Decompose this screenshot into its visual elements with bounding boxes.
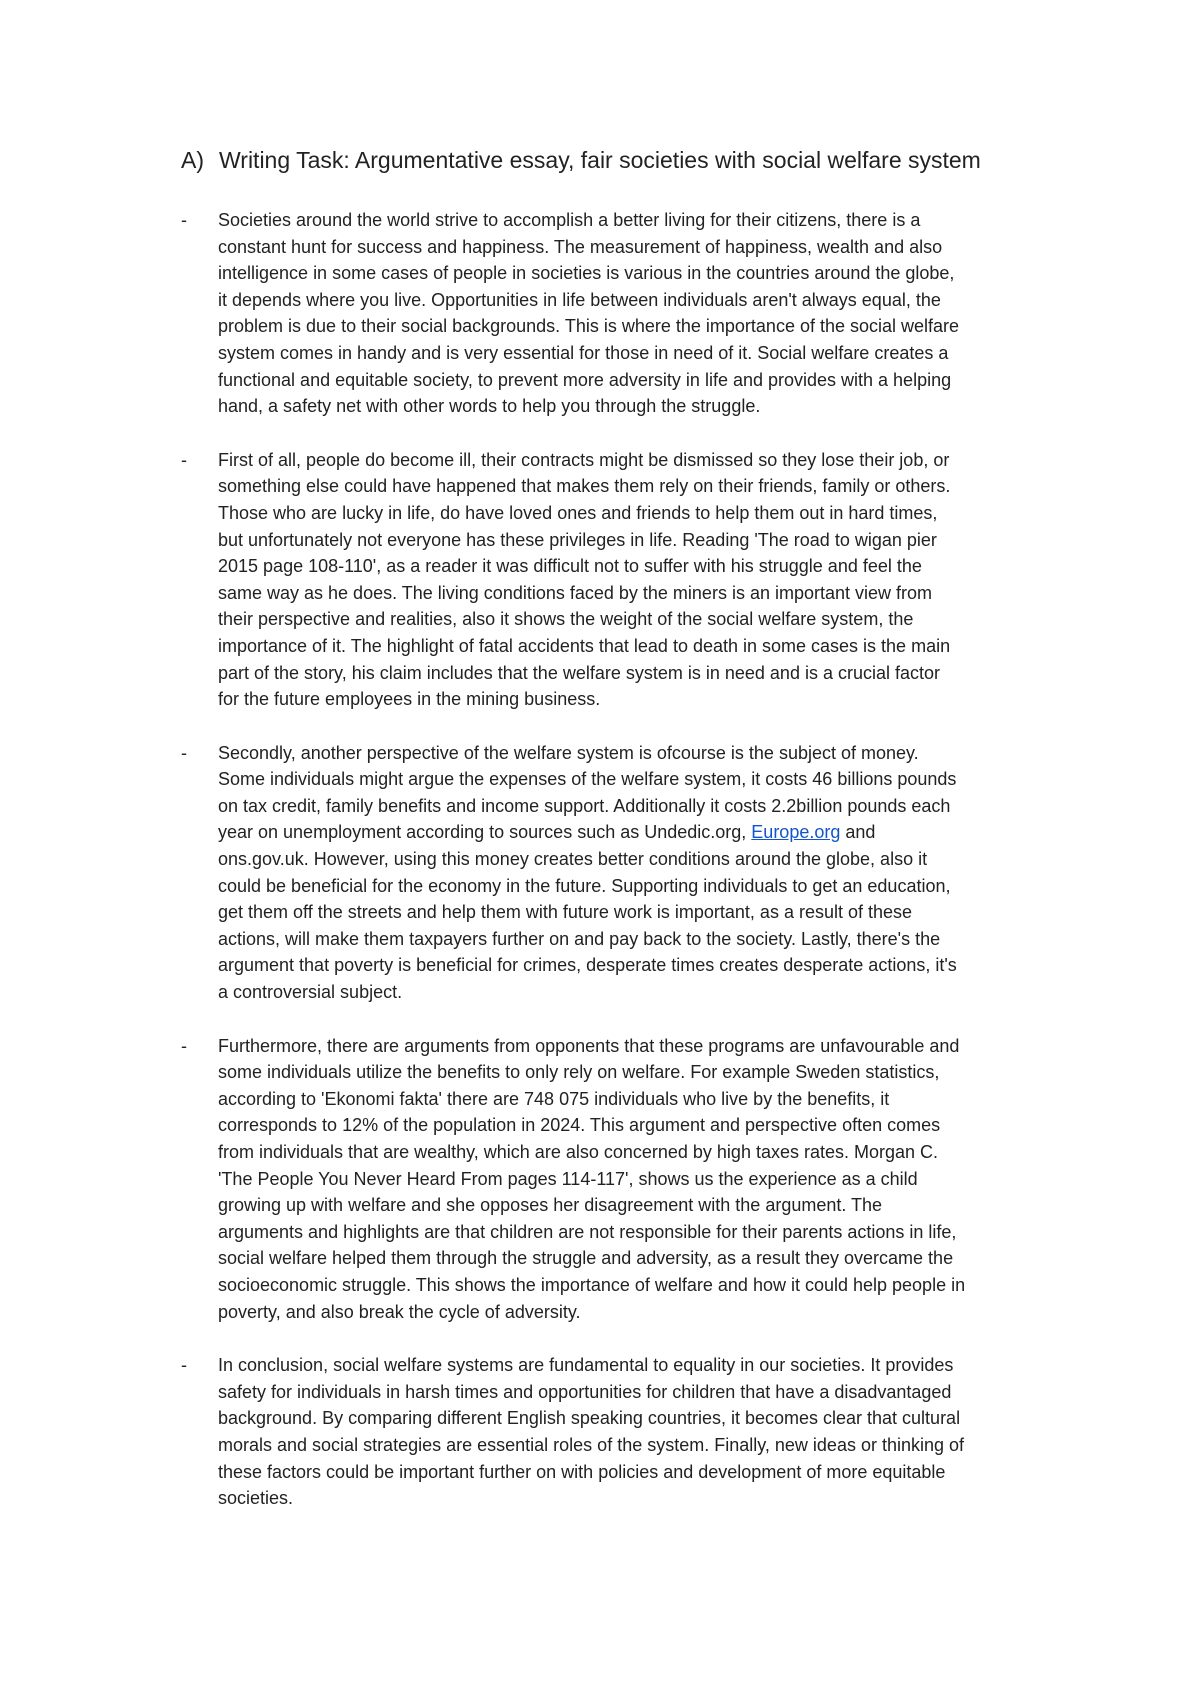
bullet-dash: - <box>181 210 187 230</box>
text-line: problem is due to their social backgrounds. This is where the importance of the social welfare <box>218 316 960 337</box>
bullet-dash: - <box>181 1355 187 1376</box>
text-line: constant hunt for success and happiness. The measurement of happiness, wealth and also <box>218 236 943 257</box>
text-line: ons.gov.uk. However, using this money creates better conditions around the globe, also it <box>218 849 928 870</box>
text-line: background. By comparing different English speaking countries, it becomes clear that cultural <box>218 1408 961 1429</box>
text-line: arguments and highlights are that children are not responsible for their parents actions in life, <box>218 1221 957 1242</box>
text-line: socioeconomic struggle. This shows the importance of welfare and how it could help people in <box>218 1274 966 1295</box>
europe-org-link[interactable]: Europe.org <box>751 822 841 843</box>
text-line: safety for individuals in harsh times and opportunities for children that have a disadvantaged <box>218 1381 952 1402</box>
text-line: Those who are lucky in life, do have loved ones and friends to help them out in hard times, <box>218 502 938 523</box>
text-line: get them off the streets and help them with future work is important, as a result of these <box>218 902 913 923</box>
text-line: argument that poverty is beneficial for crimes, desperate times creates desperate actions, it's <box>218 955 957 976</box>
text-line: First of all, people do become ill, their contracts might be dismissed so they lose their job, or <box>218 449 950 470</box>
text-line: Secondly, another perspective of the welfare system is ofcourse is the subject of money. <box>218 742 919 763</box>
text-line: same way as he does. The living conditions faced by the miners is an important view from <box>218 582 933 603</box>
text-line: importance of it. The highlight of fatal accidents that lead to death in some cases is the main <box>218 635 951 656</box>
bullet-dash: - <box>181 1035 187 1056</box>
text-line: these factors could be important further on with policies and development of more equitable <box>218 1461 946 1482</box>
text-line: social welfare helped them through the struggle and adversity, as a result they overcame the <box>218 1248 954 1269</box>
text-line: Societies around the world strive to accomplish a better living for their citizens, there is a <box>218 210 921 230</box>
text-line: according to 'Ekonomi fakta' there are 748 075 individuals who live by the benefits, it <box>218 1088 890 1109</box>
text-line: hand, a safety net with other words to help you through the struggle. <box>218 396 761 417</box>
text-line: 2015 page 108-110', as a reader it was difficult not to suffer with his struggle and feel the <box>218 556 922 577</box>
paragraph-conclusion <box>181 1352 1081 1512</box>
text-line: but unfortunately not everyone has these privileges in life. Reading 'The road to wigan pier <box>218 529 937 550</box>
text-line: corresponds to 12% of the population in 2024. This argument and perspective often comes <box>218 1115 941 1136</box>
text-line: societies. <box>218 1488 294 1509</box>
text-line: morals and social strategies are essential roles of the system. Finally, new ideas or thinking of <box>218 1434 965 1455</box>
text-line: intelligence in some cases of people in societies is various in the countries around the globe, <box>218 263 955 284</box>
text-line: it depends where you live. Opportunities in life between individuals aren't always equal, the <box>218 289 941 310</box>
text-line: something else could have happened that makes them rely on their friends, family or others. <box>218 476 951 497</box>
heading-text: Writing Task: Argumentative essay, fair societies with social welfare system <box>219 147 981 173</box>
text-line: system comes in handy and is very essential for those in need of it. Social welfare creates a <box>218 342 949 363</box>
essay-body <box>181 207 1081 1539</box>
link-line-after: and <box>840 822 876 843</box>
text-line: growing up with welfare and she opposes her disagreement with the argument. The <box>218 1195 883 1216</box>
paragraph-introduction <box>181 207 1081 420</box>
text-line-with-link <box>218 819 1081 846</box>
text-line: could be beneficial for the economy in the future. Supporting individuals to get an education, <box>218 875 951 896</box>
link-line-before: year on unemployment according to sources such as Undedic.org, <box>218 822 752 843</box>
text-line: on tax credit, family benefits and income support. Additionally it costs 2.2billion pounds each <box>218 795 951 816</box>
text-line: from individuals that are wealthy, which are also concerned by high taxes rates. Morgan C. <box>218 1142 939 1162</box>
text-line: part of the story, his claim includes that the welfare system is in need and is a crucial factor <box>218 662 940 683</box>
text-line: Furthermore, there are arguments from opponents that these programs are unfavourable and <box>218 1035 960 1056</box>
text-line: functional and equitable society, to prevent more adversity in life and provides with a helping <box>218 369 952 390</box>
heading-marker: A) <box>181 147 204 173</box>
text-line: In conclusion, social welfare systems are fundamental to equality in our societies. It provides <box>218 1355 954 1376</box>
text-line: a controversial subject. <box>218 982 403 1003</box>
text-line: Some individuals might argue the expenses of the welfare system, it costs 46 billions pounds <box>218 769 957 790</box>
text-line: 'The People You Never Heard From pages 114-117', shows us the experience as a child <box>218 1168 918 1189</box>
paragraph-second-argument <box>181 740 1081 1006</box>
text-line: their perspective and realities, also it shows the weight of the social welfare system, the <box>218 609 914 630</box>
text-line: actions, will make them taxpayers further on and pay back to the society. Lastly, there's the <box>218 928 941 949</box>
paragraph-first-argument <box>181 447 1081 713</box>
essay-heading <box>181 145 1081 175</box>
bullet-dash: - <box>181 742 187 763</box>
text-line: some individuals utilize the benefits to only rely on welfare. For example Sweden statistics, <box>218 1062 940 1083</box>
paragraph-counter-argument <box>181 1033 1081 1326</box>
bullet-dash: - <box>181 449 187 470</box>
text-line: for the future employees in the mining business. <box>218 689 601 710</box>
text-line: poverty, and also break the cycle of adversity. <box>218 1301 581 1322</box>
